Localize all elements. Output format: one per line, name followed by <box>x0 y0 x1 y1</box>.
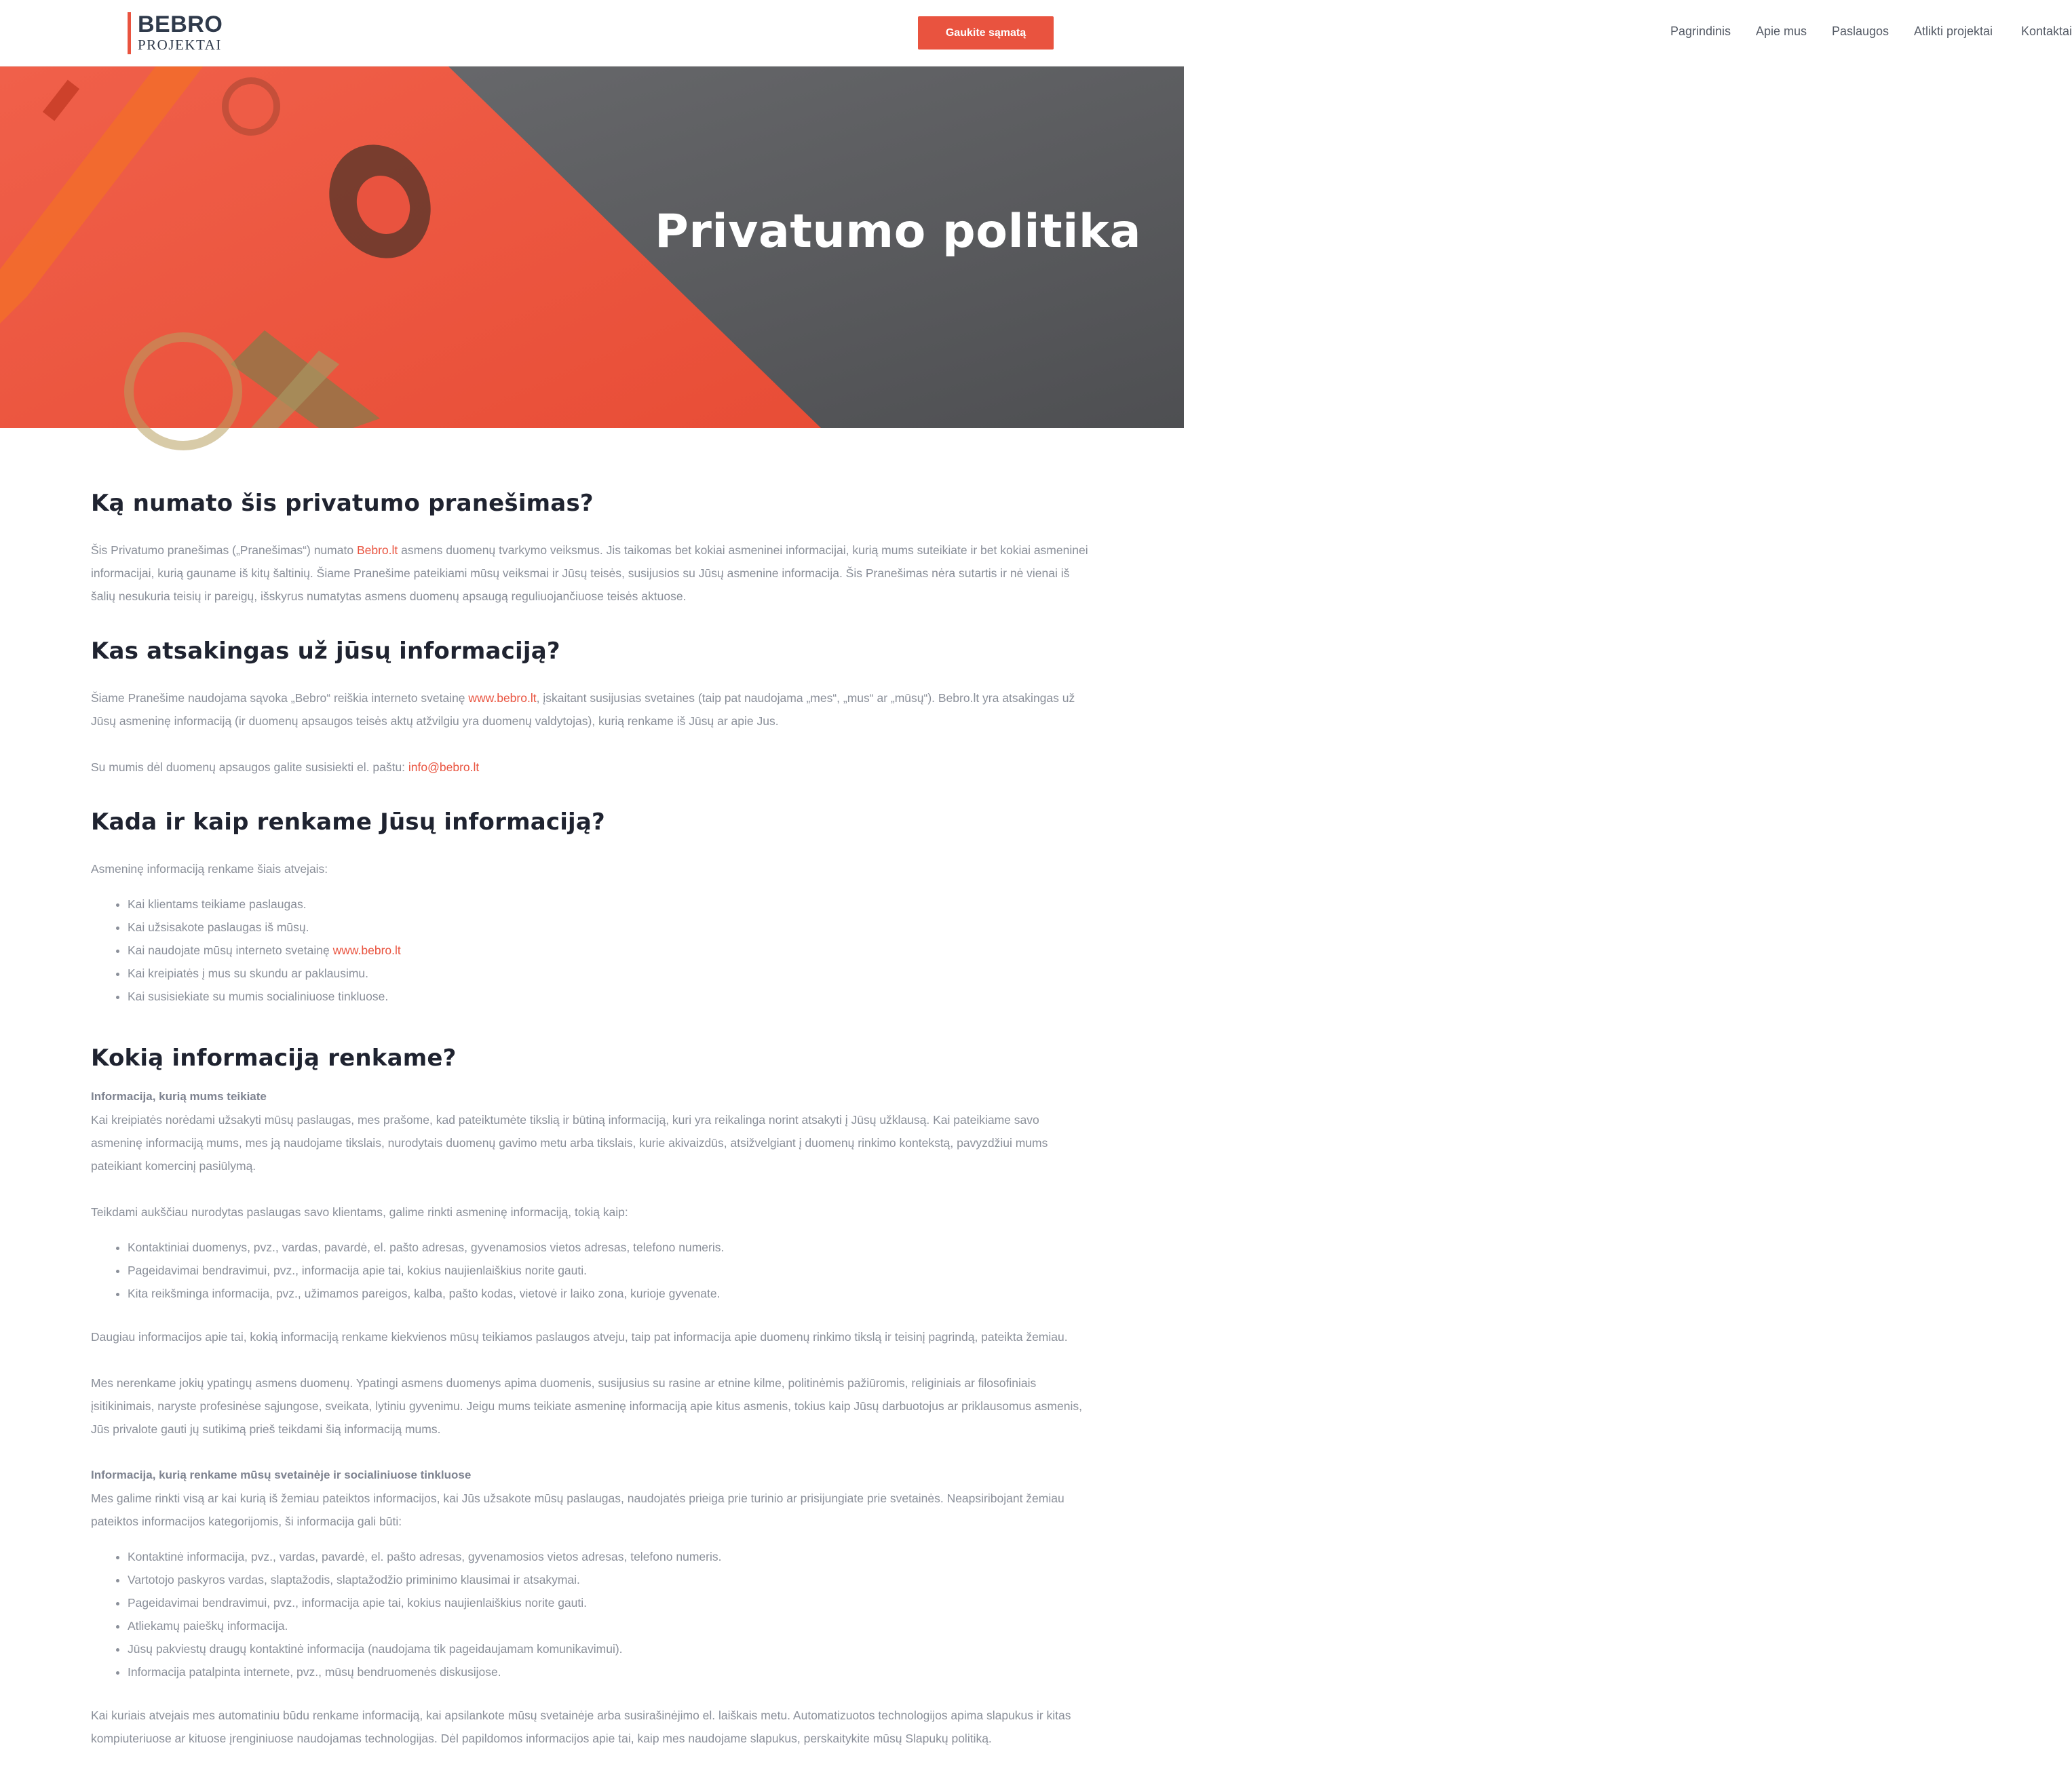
list-item: • Kita reikšminga informacija, pvz., užimamos pareigos, kalba, pašto kodas, vietovė ir laiko zona, kurioje gyvenate. <box>128 1282 1088 1305</box>
list-item: • Atliekamų paieškų informacija. <box>128 1614 1088 1637</box>
website-link[interactable]: www.bebro.lt <box>332 943 401 957</box>
website-data-list <box>91 1545 1088 1683</box>
subheading: Informacija, kurią mums teikiate <box>91 1090 267 1103</box>
nav-item-home[interactable]: Pagrindinis <box>1670 24 1731 38</box>
paragraph: Asmeninę informaciją renkame šiais atvejais: <box>91 862 328 876</box>
hero-banner <box>0 66 1184 428</box>
list-item: • Pageidavimai bendravimui, pvz., informacija apie tai, kokius naujienlaiškius norite gauti. <box>128 1259 1088 1282</box>
section-heading: Kokią informaciją renkame? <box>91 1045 457 1072</box>
paragraph: Informacija, kurią mums teikiate Kai kreipiatės norėdami užsakyti mūsų paslaugas, mes prašome, kad pateiktumėte tikslią ir būtiną informaciją, kuri yra reikalinga norint atsakyti į Jūsų užklausą. Kai pateikiame savo asmeninę informaciją mums, mes ją naudojame tikslais, nurodytais duomenų gavimo metu arba tikslais, kurie akivaizdūs, atsižvelgiant į duomenų rinkimo kontekstą, pavyzdžiui mums pateikiant komercinį pasiūlymą. <box>91 1085 1088 1177</box>
site-header <box>0 0 2072 66</box>
list-item: • Kai susisiekiate su mumis socialiniuose tinkluose. <box>128 985 1088 1008</box>
paragraph: Su mumis dėl duomenų apsaugos galite susisiekti el. paštu: info@bebro.lt <box>91 760 480 774</box>
page-title: Privatumo politika <box>655 205 1141 258</box>
get-quote-button[interactable]: Gaukite sąmatą <box>918 16 1054 50</box>
nav-item-contacts[interactable]: Kontaktai <box>2021 24 2072 38</box>
list-item: • Kai naudojate mūsų interneto svetainę www.bebro.lt <box>128 939 1088 962</box>
email-link[interactable]: info@bebro.lt <box>408 760 480 774</box>
nav-item-about[interactable]: Apie mus <box>1756 24 1807 38</box>
list-item: • Jūsų pakviestų draugų kontaktinė informacija (naudojama tik pageidaujamam komunikavimui). <box>128 1637 1088 1660</box>
privacy-content <box>91 488 1088 1773</box>
paragraph: Šiame Pranešime naudojama sąvoka „Bebro“ reiškia interneto svetainę www.bebro.lt, įskaitant susijusias svetaines (taip pat naudojama „mes“, „mus“ ar „mūsų“). Bebro.lt yra atsakingas už Jūsų asmeninę informaciją (ir duomenų apsaugos teisės aktų atžvilgiu yra duomenų valdytojas), kurią renkame iš Jūsų ar apie Jus. <box>91 691 1075 728</box>
list-item: • Pageidavimai bendravimui, pvz., informacija apie tai, kokius naujienlaiškius norite gauti. <box>128 1591 1088 1614</box>
section-heading: Ką numato šis privatumo pranešimas? <box>91 490 594 517</box>
section-heading: Kas atsakingas už jūsų informaciją? <box>91 638 560 665</box>
collection-cases-list <box>91 893 1088 1008</box>
paragraph: Šis Privatumo pranešimas („Pranešimas“) numato Bebro.lt asmens duomenų tvarkymo veiksmus. Jis taikomas bet kokiai asmeninei informacijai, kurią mums suteikiate ir bet kokiai asmeninei informacijai, kurią gauname iš kitų šaltinių. Šiame Pranešime pateikiami mūsų veiksmai ir Jūsų teisės, susijusios su Jūsų asmenine informacija. Šis Pranešimas nėra sutartis ir nė vienai iš šalių nesukuria teisių ir pareigų, išskyrus numatytas asmens duomenų apsaugą reguliuojančiuose teisės aktuose. <box>91 543 1088 603</box>
list-item: • Informacija patalpinta internete, pvz., mūsų bendruomenės diskusijose. <box>128 1660 1088 1683</box>
list-item: • Kontaktiniai duomenys, pvz., vardas, pavardė, el. pašto adresas, gyvenamosios vietos adresas, telefono numeris. <box>128 1236 1088 1259</box>
list-item: • Kai kreipiatės į mus su skundu ar paklausimu. <box>128 962 1088 985</box>
paragraph: Mes nerenkame jokių ypatingų asmens duomenų. Ypatingi asmens duomenys apima duomenis, susijusius su rasine ar etnine kilme, politinėmis pažiūromis, religiniais ar filosofiniais įsitikinimais, naryste profesinėse sąjungose, sveikata, lytiniu gyvenimu. Jeigu mums teikiate asmeninę informaciją apie kitus asmenis, tokius kaip Jūsų darbuotojus ar priklausomus asmenis, Jūs privalote gauti jų sutikimą prieš teikdami šią informaciją mums. <box>91 1376 1082 1436</box>
logo[interactable] <box>128 12 223 54</box>
subheading: Informacija, kurią renkame mūsų svetainėje ir socialiniuose tinkluose <box>91 1468 472 1481</box>
list-item: • Vartotojo paskyros vardas, slaptažodis, slaptažodžio priminimo klausimai ir atsakymai. <box>128 1568 1088 1591</box>
paragraph: Teikdami aukščiau nurodytas paslaugas savo klientams, galime rinkti asmeninę informaciją, tokią kaip: <box>91 1205 628 1219</box>
list-item: • Kai klientams teikiame paslaugas. <box>128 893 1088 916</box>
bebro-link[interactable]: Bebro.lt <box>356 543 398 557</box>
list-item: • Kontaktinė informacija, pvz., vardas, pavardė, el. pašto adresas, gyvenamosios vietos adresas, telefono numeris. <box>128 1545 1088 1568</box>
paragraph: Kai kuriais atvejais mes automatiniu būdu renkame informaciją, kai apsilankote mūsų svetainėje arba susirašinėjimo el. laiškais metu. Automatizuotos technologijos apima slapukus ir kitas kompiuteriuose ar kituose įrenginiuose naudojamas technologijas. Dėl papildomos informacijos apie tai, kaip mes naudojame slapukus, perskaitykite mūsų Slapukų politiką. <box>91 1709 1071 1745</box>
nav-item-services[interactable]: Paslaugos <box>1832 24 1889 38</box>
paragraph: Informacija, kurią renkame mūsų svetainėje ir socialiniuose tinkluose Mes galime rinkti visą ar kai kurią iš žemiau pateiktos informacijos, kai Jūs užsakote mūsų paslaugas, naudojatės prieiga prie turinio ar prisijungiate prie svetainės. Neapsiribojant žemiau pateiktos informacijos kategorijomis, ši informacija gali būti: <box>91 1464 1088 1533</box>
nav-item-projects[interactable]: Atlikti projektai <box>1914 24 1993 38</box>
section-heading: Kada ir kaip renkame Jūsų informaciją? <box>91 808 605 836</box>
website-link[interactable]: www.bebro.lt <box>468 691 537 705</box>
collected-data-list <box>91 1236 1088 1305</box>
logo-wordmark-bottom: PROJEKTAI <box>138 37 222 53</box>
logo-wordmark-top: BEBRO <box>138 12 223 37</box>
paragraph: Daugiau informacijos apie tai, kokią informaciją renkame kiekvienos mūsų teikiamos paslaugos atveju, taip pat informacija apie duomenų rinkimo tikslą ir teisinį pagrindą, pateikta žemiau. <box>91 1330 1068 1344</box>
list-item: • Kai užsisakote paslaugas iš mūsų. <box>128 916 1088 939</box>
